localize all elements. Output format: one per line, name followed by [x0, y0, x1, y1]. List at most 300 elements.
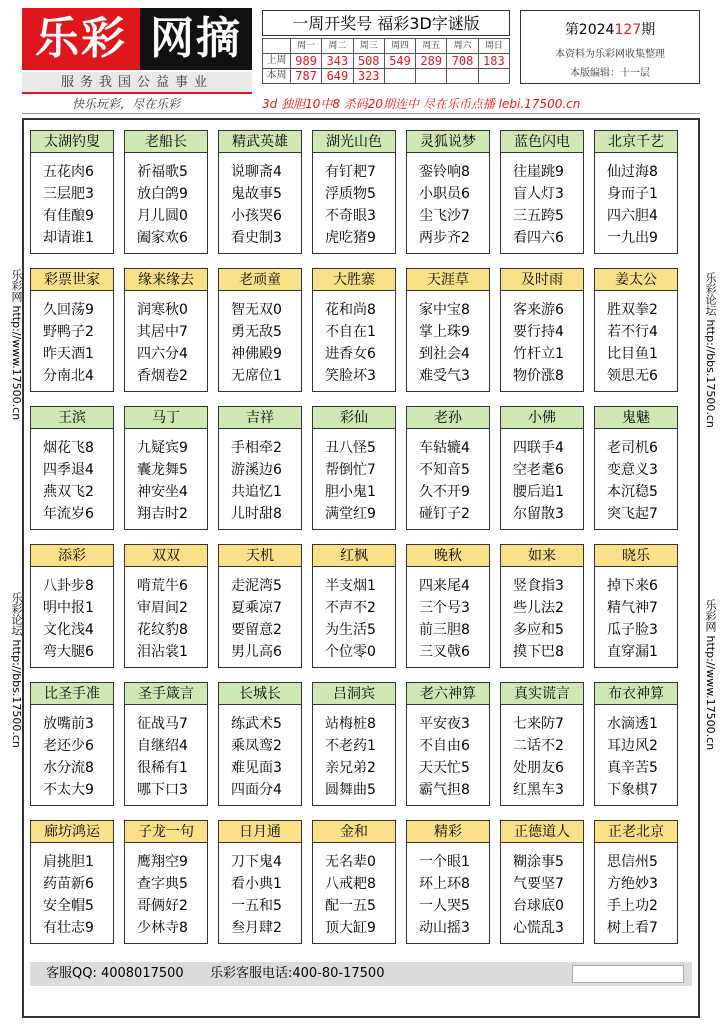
riddle-words	[595, 291, 677, 387]
riddle-word: 耳边风2	[607, 738, 658, 754]
riddle-word: 药苗新6	[43, 876, 94, 892]
riddle-word: 放白鸽9	[137, 186, 188, 202]
riddle-word: 两步齐2	[419, 230, 470, 246]
riddle-word: 阖家欢6	[137, 230, 188, 246]
riddle-word: 心慌乱3	[513, 920, 564, 936]
riddle-word: 变意义3	[607, 462, 658, 478]
riddle-word: 月儿圆0	[137, 208, 188, 224]
riddle-author: 晓乐	[595, 545, 677, 567]
riddle-words	[501, 843, 583, 939]
riddle-word: 笑脸坏3	[325, 368, 376, 384]
riddle-word: 掌上珠9	[419, 324, 470, 340]
draw-number: 708	[447, 54, 478, 69]
riddle-author: 双双	[125, 545, 207, 567]
corner-cell	[263, 39, 291, 54]
riddle-words	[31, 843, 113, 939]
riddle-author: 姜太公	[595, 269, 677, 291]
weekly-draw-table	[262, 38, 510, 84]
riddle-word: 尘飞沙7	[419, 208, 470, 224]
weekday-cell: 周二	[322, 39, 353, 54]
riddle-word: 鬼故事5	[231, 186, 282, 202]
riddle-words	[31, 153, 113, 249]
riddle-word: 站梅桩8	[325, 716, 376, 732]
riddle-author: 彩票世家	[31, 269, 113, 291]
riddle-word: 燕双飞2	[43, 484, 94, 500]
riddle-word: 摸下巴8	[513, 644, 564, 660]
riddle-word: 不自由6	[419, 738, 470, 754]
riddle-word: 五花肉6	[43, 164, 94, 180]
riddle-word: 不奇眼3	[325, 208, 376, 224]
side-text-left-bottom[interactable]: 乐彩论坛 http://bbs.17500.cn	[10, 592, 23, 748]
riddle-author: 如来	[501, 545, 583, 567]
riddle-word: 润寒秋0	[137, 302, 188, 318]
riddle-word: 虎吃猪9	[325, 230, 376, 246]
riddle-word: 突飞起7	[607, 506, 658, 522]
riddle-word: 四季退4	[43, 462, 94, 478]
riddle-card	[594, 544, 678, 668]
weekday-cell: 周四	[384, 39, 415, 54]
riddle-words	[31, 567, 113, 663]
riddle-words	[125, 843, 207, 939]
riddle-word: 掉下来6	[607, 578, 658, 594]
riddle-word: 水滴透1	[607, 716, 658, 732]
riddle-card	[500, 544, 584, 668]
weekday-row	[263, 39, 510, 54]
riddle-words	[501, 153, 583, 249]
riddle-card	[406, 820, 490, 944]
riddle-word: 囊龙舞5	[137, 462, 188, 478]
riddle-word: 不自在1	[325, 324, 376, 340]
riddle-word: 明中报1	[43, 600, 94, 616]
riddle-card	[594, 130, 678, 254]
riddle-word: 看史制3	[231, 230, 282, 246]
riddle-word: 说聊斋4	[231, 164, 282, 180]
riddle-author: 圣手箴言	[125, 683, 207, 705]
riddle-word: 四面分4	[231, 782, 282, 798]
riddle-words	[219, 705, 301, 801]
draw-number: 343	[322, 54, 353, 69]
riddle-word: 天天忙5	[419, 760, 470, 776]
riddle-card	[500, 406, 584, 530]
riddle-word: 客来游6	[513, 302, 564, 318]
riddle-word: 亲兄弟2	[325, 760, 376, 776]
riddle-card	[30, 406, 114, 530]
riddle-words	[501, 567, 583, 663]
riddle-word: 祈福歌5	[137, 164, 188, 180]
riddle-word: 多应和5	[513, 622, 564, 638]
draw-number: 989	[291, 54, 322, 69]
riddle-word: 难见面3	[231, 760, 282, 776]
riddle-word: 树上看7	[607, 920, 658, 936]
riddle-word: 却请谁1	[43, 230, 94, 246]
riddle-words	[219, 567, 301, 663]
riddle-word: 进香女6	[325, 346, 376, 362]
riddle-word: 弯大腿6	[43, 644, 94, 660]
riddle-author: 真实谎言	[501, 683, 583, 705]
riddle-word: 方绝妙3	[607, 876, 658, 892]
riddle-author: 小佛	[501, 407, 583, 429]
riddle-author: 湖光山色	[313, 131, 395, 153]
issue-number-line	[521, 19, 699, 39]
riddle-card	[218, 268, 302, 392]
riddle-words	[501, 291, 583, 387]
draw-title: 一周开奖号 福彩3D字谜版	[262, 10, 510, 36]
riddle-word: 身而子1	[607, 186, 658, 202]
riddle-word: 胜双拳2	[607, 302, 658, 318]
riddle-word: 精气神7	[607, 600, 658, 616]
riddle-card	[218, 130, 302, 254]
draw-number	[416, 69, 447, 84]
riddle-word: 动山摇3	[419, 920, 470, 936]
riddle-word: 神安坐4	[137, 484, 188, 500]
riddle-word: 刀下鬼4	[231, 854, 282, 870]
riddle-words	[313, 567, 395, 663]
riddle-author: 北京千艺	[595, 131, 677, 153]
riddle-card	[30, 544, 114, 668]
riddle-word: 无名辈0	[325, 854, 376, 870]
riddle-word: 糊涂事5	[513, 854, 564, 870]
riddle-word: 不太大9	[43, 782, 94, 798]
riddle-card	[500, 820, 584, 944]
riddle-author: 比圣手准	[31, 683, 113, 705]
riddle-card	[124, 406, 208, 530]
riddle-words	[313, 153, 395, 249]
riddle-word: 其居中7	[137, 324, 188, 340]
weekday-cell: 周五	[416, 39, 447, 54]
riddle-author: 彩仙	[313, 407, 395, 429]
riddle-card	[30, 268, 114, 392]
riddle-word: 征战马7	[137, 716, 188, 732]
riddle-word: 瓜子脸3	[607, 622, 658, 638]
last-week-label: 上周	[263, 54, 291, 69]
riddle-word: 物价涨8	[513, 368, 564, 384]
riddle-word: 审眉间2	[137, 600, 188, 616]
draw-number: 549	[384, 54, 415, 69]
riddle-word: 个位零0	[325, 644, 376, 660]
draw-number: 323	[353, 69, 384, 84]
riddle-word: 肩挑胆1	[43, 854, 94, 870]
riddle-word: 下象棋7	[607, 782, 658, 798]
riddle-words	[31, 291, 113, 387]
riddle-card	[312, 820, 396, 944]
riddle-word: 有钉耙7	[325, 164, 376, 180]
riddle-word: 前三胆8	[419, 622, 470, 638]
riddle-words	[595, 567, 677, 663]
riddle-author: 精武英雄	[219, 131, 301, 153]
riddle-words	[125, 291, 207, 387]
riddle-word: 环上环8	[419, 876, 470, 892]
riddle-author: 晚秋	[407, 545, 489, 567]
weekday-cell: 周日	[478, 39, 509, 54]
side-text-right-top[interactable]: 乐彩论坛 http://bbs.17500.cn	[704, 272, 717, 428]
riddle-word: 夏乘凉7	[231, 600, 282, 616]
riddle-word: 智无双0	[231, 302, 282, 318]
draw-number: 508	[353, 54, 384, 69]
riddle-card	[406, 682, 490, 806]
riddle-word: 竹杆立1	[513, 346, 564, 362]
riddle-words	[407, 567, 489, 663]
last-week-row	[263, 54, 510, 69]
riddle-word: 四联手4	[513, 440, 564, 456]
riddle-author: 添彩	[31, 545, 113, 567]
riddle-card	[218, 682, 302, 806]
riddle-words	[313, 291, 395, 387]
riddle-word: 花和尚8	[325, 302, 376, 318]
riddle-words	[501, 429, 583, 525]
riddle-word: 走泥湾5	[231, 578, 282, 594]
footer-qq: 客服QQ: 4008017500	[46, 966, 184, 981]
riddle-author: 天涯草	[407, 269, 489, 291]
riddle-word: 为生活5	[325, 622, 376, 638]
riddle-words	[313, 705, 395, 801]
riddle-word: 半支烟1	[325, 578, 376, 594]
riddle-card	[594, 268, 678, 392]
riddle-word: 霸气担8	[419, 782, 470, 798]
riddle-word: 尔留散3	[513, 506, 564, 522]
riddle-word: 比目鱼1	[607, 346, 658, 362]
riddle-card	[218, 544, 302, 668]
riddle-word: 儿时甜8	[231, 506, 282, 522]
riddle-card	[312, 544, 396, 668]
riddle-word: 四来尾4	[419, 578, 470, 594]
riddle-card	[312, 406, 396, 530]
riddle-word: 哪下口3	[137, 782, 188, 798]
riddle-word: 难受气3	[419, 368, 470, 384]
riddle-card	[406, 544, 490, 668]
riddle-author: 太湖钓叟	[31, 131, 113, 153]
riddle-word: 小孩哭6	[231, 208, 282, 224]
this-week-label: 本周	[263, 69, 291, 84]
riddle-author: 长城长	[219, 683, 301, 705]
riddle-card	[124, 544, 208, 668]
riddle-author: 王滨	[31, 407, 113, 429]
riddle-word: 手上功2	[607, 898, 658, 914]
riddle-card	[312, 268, 396, 392]
this-week-row	[263, 69, 510, 84]
riddle-word: 台球底0	[513, 898, 564, 914]
riddle-author: 鬼魅	[595, 407, 677, 429]
riddle-words	[313, 843, 395, 939]
riddle-word: 四六胆4	[607, 208, 658, 224]
riddle-author: 正老北京	[595, 821, 677, 843]
riddle-word: 三叉戟6	[419, 644, 470, 660]
draw-number	[447, 69, 478, 84]
riddle-word: 满堂红9	[325, 506, 376, 522]
riddle-word: 昨天酒1	[43, 346, 94, 362]
logo-black-part: 网摘	[140, 8, 252, 70]
riddle-author: 红枫	[313, 545, 395, 567]
riddle-word: 自继绍4	[137, 738, 188, 754]
riddle-card	[312, 682, 396, 806]
riddle-word: 真辛苦5	[607, 760, 658, 776]
riddle-card	[312, 130, 396, 254]
riddle-word: 顶大缸9	[325, 920, 376, 936]
riddle-word: 放嘴前3	[43, 716, 94, 732]
riddle-word: 二话不2	[513, 738, 564, 754]
riddle-author: 天机	[219, 545, 301, 567]
riddle-word: 领思无6	[607, 368, 658, 384]
riddle-word: 少林寺8	[137, 920, 188, 936]
riddle-card	[124, 268, 208, 392]
footer-blank-box	[572, 965, 684, 983]
riddle-author: 精彩	[407, 821, 489, 843]
logo	[22, 8, 252, 94]
footer-phone: 乐彩客服电话:400-80-17500	[210, 966, 385, 981]
riddle-word: 三层肥3	[43, 186, 94, 202]
riddle-word: 一五和5	[231, 898, 282, 914]
riddle-words	[31, 429, 113, 525]
side-text-right-bottom[interactable]: 乐彩网 http://www.17500.cn	[704, 599, 717, 751]
riddle-words	[125, 567, 207, 663]
riddle-author: 日月通	[219, 821, 301, 843]
riddle-author: 吉祥	[219, 407, 301, 429]
riddle-word: 乘凤鸾2	[231, 738, 282, 754]
riddle-word: 哥俩好2	[137, 898, 188, 914]
riddle-word: 不声不2	[325, 600, 376, 616]
riddle-word: 很稀有1	[137, 760, 188, 776]
riddle-card	[124, 820, 208, 944]
riddle-card	[30, 130, 114, 254]
riddle-card	[406, 406, 490, 530]
riddle-words	[407, 843, 489, 939]
draw-number: 787	[291, 69, 322, 84]
riddle-author: 子龙一句	[125, 821, 207, 843]
logo-slogan: 服务我国公益事业	[22, 72, 252, 94]
riddle-words	[595, 705, 677, 801]
riddle-words	[313, 429, 395, 525]
logo-red-part: 乐彩	[22, 8, 140, 70]
riddle-word: 空老耄6	[513, 462, 564, 478]
riddle-word: 思信州5	[607, 854, 658, 870]
riddle-word: 本沉稳5	[607, 484, 658, 500]
riddle-word: 帮倒忙7	[325, 462, 376, 478]
riddle-word: 四六分4	[137, 346, 188, 362]
riddle-author: 蓝色闪电	[501, 131, 583, 153]
riddle-word: 要留意2	[231, 622, 282, 638]
riddle-card	[500, 268, 584, 392]
tagline-promo-link[interactable]: 3d 独胆10中8 杀码20期连中 尽在乐币点播 lebi.17500.cn	[262, 97, 581, 111]
riddle-words	[595, 429, 677, 525]
riddle-word: 腰后追1	[513, 484, 564, 500]
riddle-word: 三五跨5	[513, 208, 564, 224]
riddle-author: 马丁	[125, 407, 207, 429]
riddle-word: 老还少6	[43, 738, 94, 754]
riddle-author: 老顽童	[219, 269, 301, 291]
weekday-cell: 周六	[447, 39, 478, 54]
side-text-left-top[interactable]: 乐彩网 http://www.17500.cn	[10, 269, 23, 421]
riddle-word: 一人哭5	[419, 898, 470, 914]
riddle-word: 游溪边6	[231, 462, 282, 478]
issue-prefix: 第2024	[564, 22, 615, 38]
riddle-word: 气要坚7	[513, 876, 564, 892]
tagline-bar	[22, 94, 700, 114]
riddle-word: 平安夜3	[419, 716, 470, 732]
riddle-word: 碰钉子2	[419, 506, 470, 522]
riddle-word: 叁月肆2	[231, 920, 282, 936]
riddle-word: 圆舞曲5	[325, 782, 376, 798]
riddle-card	[406, 268, 490, 392]
riddle-word: 文化浅4	[43, 622, 94, 638]
riddle-words	[219, 843, 301, 939]
issue-number: 127	[614, 22, 642, 38]
riddle-card	[406, 130, 490, 254]
riddle-card	[594, 820, 678, 944]
riddle-word: 久回荡9	[43, 302, 94, 318]
riddle-word: 往崖跳9	[513, 164, 564, 180]
footer-bar	[30, 962, 692, 986]
riddle-author: 老孙	[407, 407, 489, 429]
riddle-word: 翔吉时2	[137, 506, 188, 522]
riddle-words	[407, 153, 489, 249]
riddle-word: 烟花飞8	[43, 440, 94, 456]
riddle-word: 要行持4	[513, 324, 564, 340]
riddle-word: 家中宝8	[419, 302, 470, 318]
draw-number	[478, 69, 509, 84]
riddle-word: 有佳酿9	[43, 208, 94, 224]
riddle-word: 些儿法2	[513, 600, 564, 616]
riddle-word: 红黑车3	[513, 782, 564, 798]
riddle-word: 查字典5	[137, 876, 188, 892]
riddle-word: 男儿高6	[231, 644, 282, 660]
riddle-word: 看小典1	[231, 876, 282, 892]
riddle-words	[407, 291, 489, 387]
riddle-word: 銮铃响8	[419, 164, 470, 180]
draw-number	[384, 69, 415, 84]
riddle-words	[595, 153, 677, 249]
riddle-word: 处朋友6	[513, 760, 564, 776]
riddle-words	[407, 429, 489, 525]
riddle-word: 小职员6	[419, 186, 470, 202]
riddle-word: 车轱辘4	[419, 440, 470, 456]
riddle-author: 及时雨	[501, 269, 583, 291]
riddle-author: 老六神算	[407, 683, 489, 705]
riddle-word: 练武术5	[231, 716, 282, 732]
riddle-word: 香烟卷2	[137, 368, 188, 384]
weekday-cell: 周三	[353, 39, 384, 54]
riddle-word: 水分流8	[43, 760, 94, 776]
riddle-words	[31, 705, 113, 801]
riddle-word: 三个号3	[419, 600, 470, 616]
riddle-word: 盲人灯3	[513, 186, 564, 202]
riddle-card	[500, 682, 584, 806]
tagline-left: 快乐玩彩，尽在乐彩	[72, 97, 181, 111]
riddle-author: 布衣神算	[595, 683, 677, 705]
riddle-card	[30, 682, 114, 806]
riddle-word: 一九出9	[607, 230, 658, 246]
riddle-word: 七来防7	[513, 716, 564, 732]
riddle-word: 若不行4	[607, 324, 658, 340]
riddle-author: 缘来缘去	[125, 269, 207, 291]
riddle-author: 老船长	[125, 131, 207, 153]
riddle-word: 丑八怪5	[325, 440, 376, 456]
riddle-card	[500, 130, 584, 254]
riddle-word: 无席位1	[231, 368, 282, 384]
riddle-word: 不老药1	[325, 738, 376, 754]
riddle-word: 啃荒牛6	[137, 578, 188, 594]
issue-editor: 本版编辑：十一层	[570, 68, 650, 79]
riddle-card	[218, 820, 302, 944]
riddle-word: 胆小鬼1	[325, 484, 376, 500]
riddle-card	[594, 406, 678, 530]
riddle-author: 正德道人	[501, 821, 583, 843]
riddle-words	[125, 429, 207, 525]
riddle-word: 花纹豹8	[137, 622, 188, 638]
riddle-card	[594, 682, 678, 806]
riddle-words	[219, 153, 301, 249]
riddle-word: 鹰翔空9	[137, 854, 188, 870]
riddle-words	[219, 291, 301, 387]
riddle-word: 八卦步8	[43, 578, 94, 594]
